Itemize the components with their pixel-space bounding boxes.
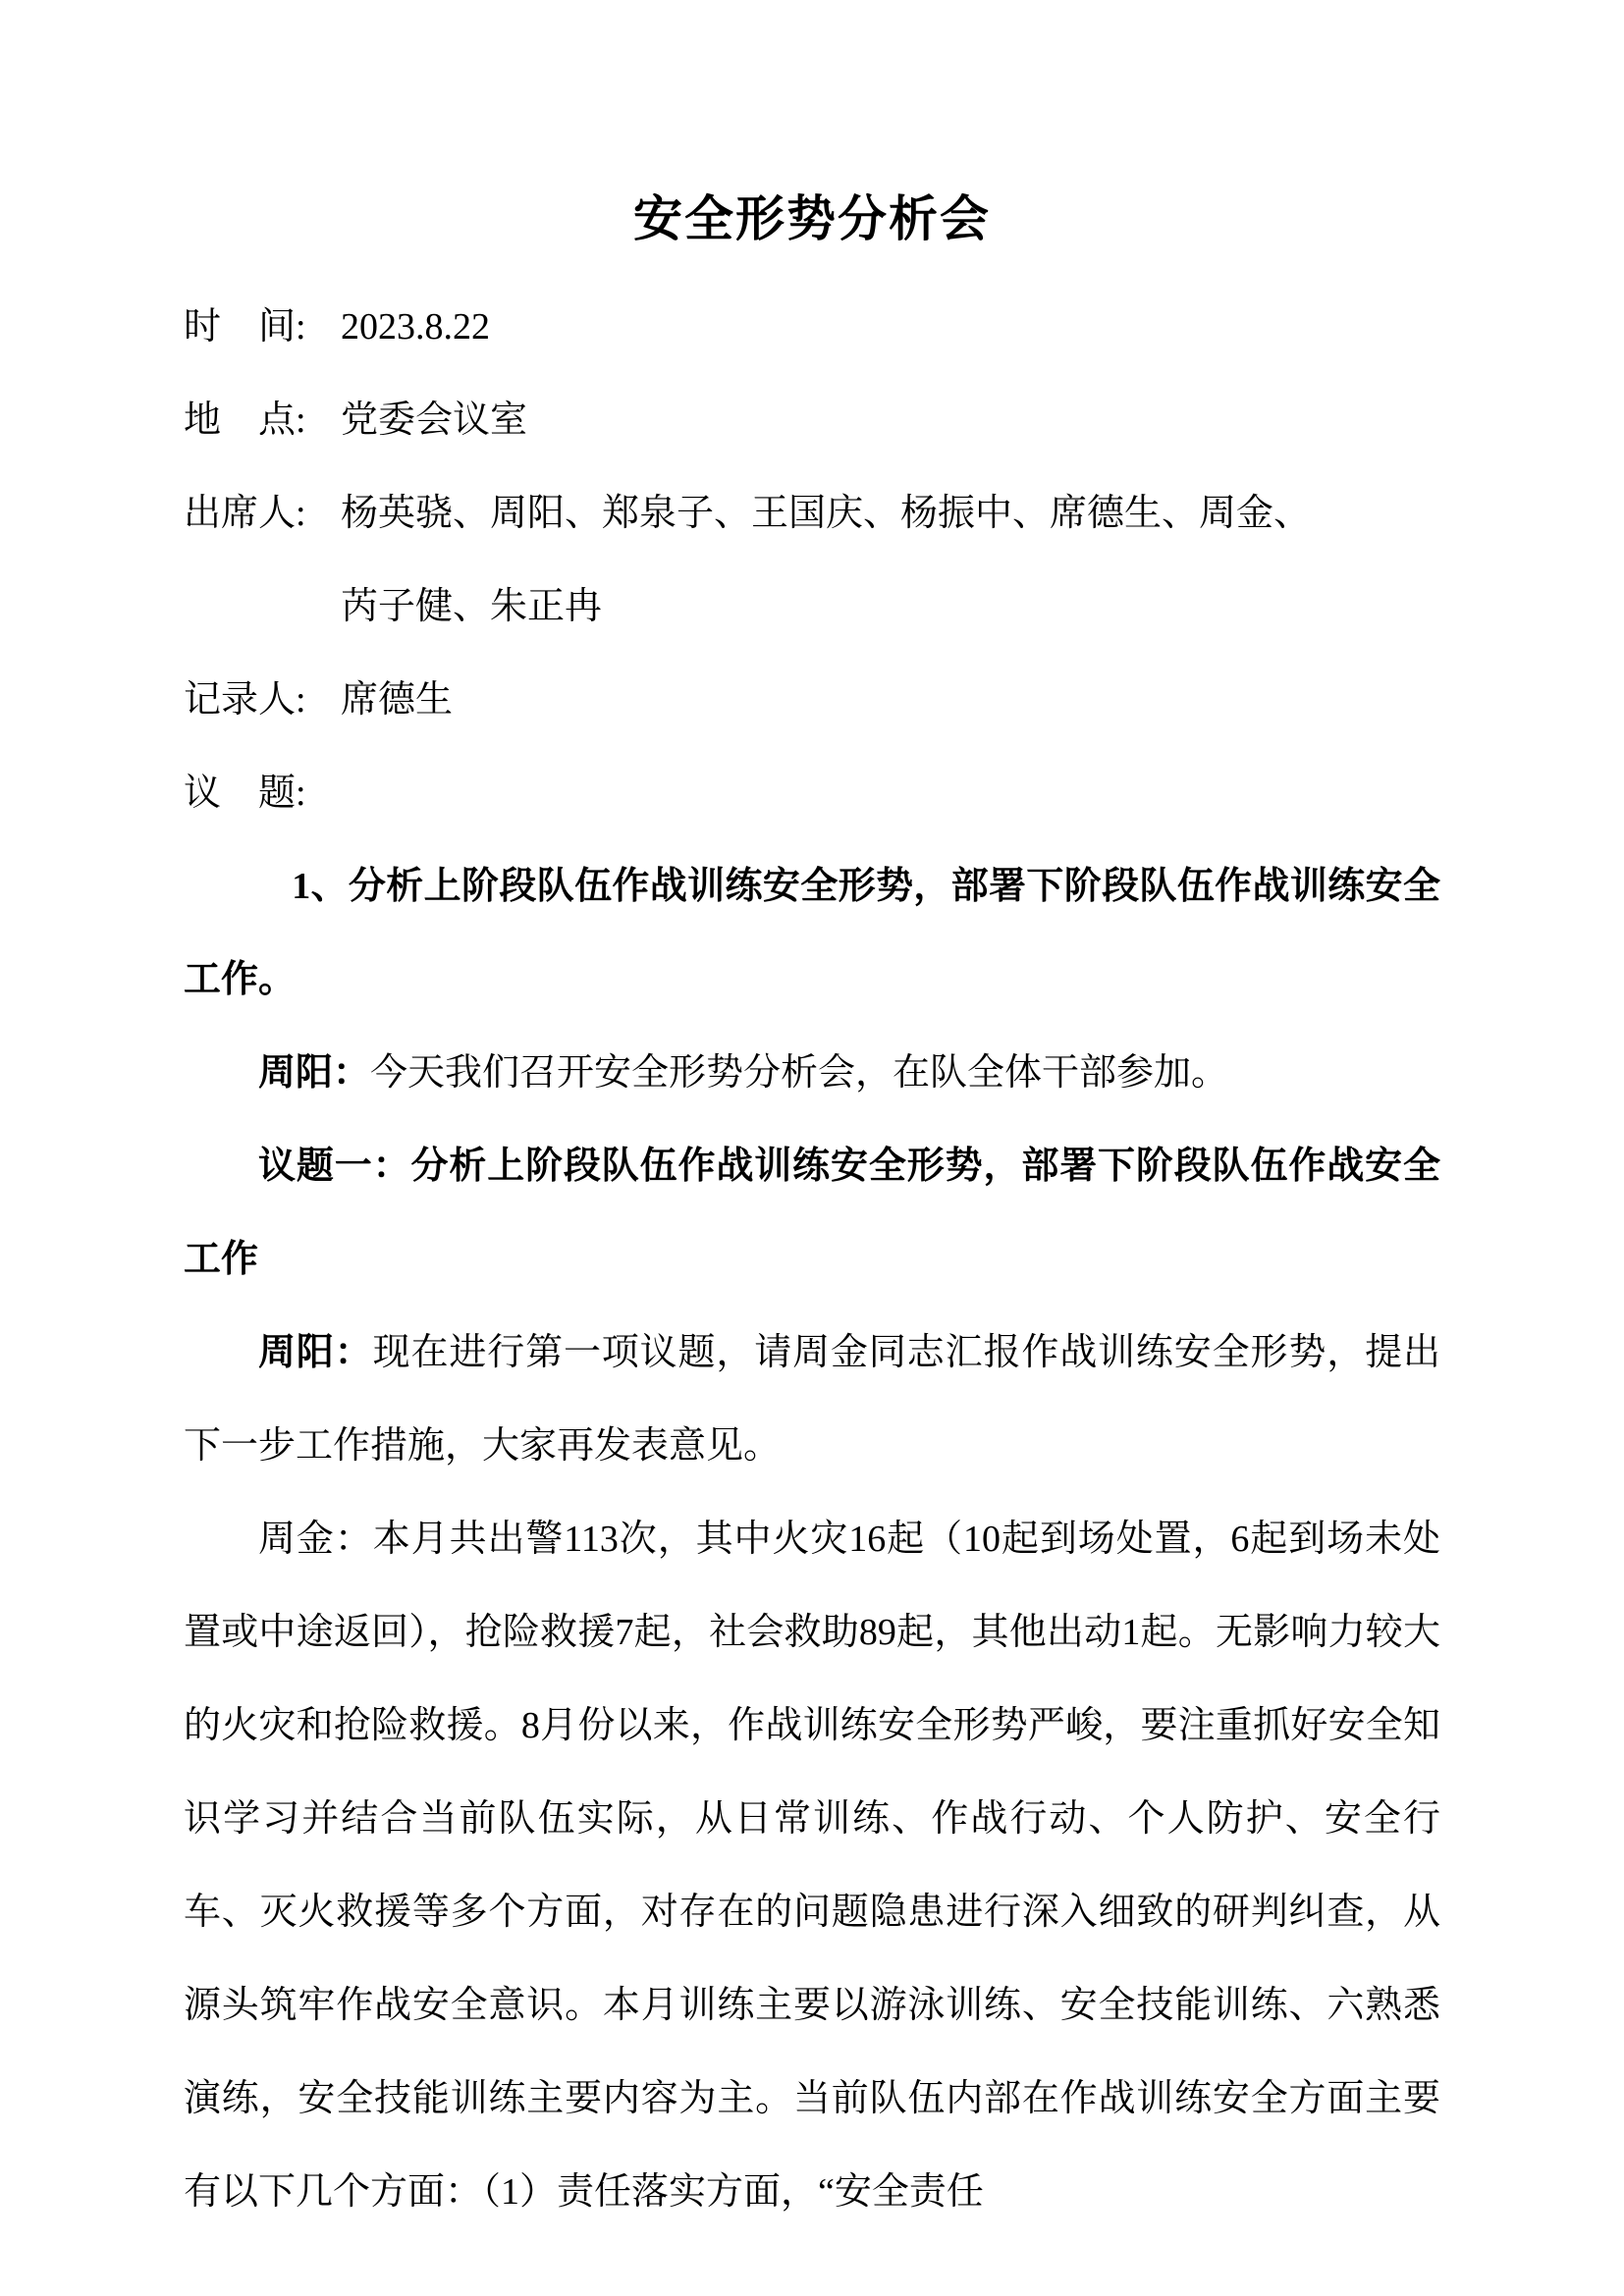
- paragraph-topic-one-heading: [184, 1120, 1440, 1307]
- meta-label-recorder: 记录人:: [184, 679, 306, 721]
- meta-label-topics: 议 题:: [184, 773, 306, 814]
- meta-section: [184, 281, 1440, 840]
- meta-row-recorder: [184, 654, 1440, 747]
- topic-one-heading-text: 议题一：分析上阶段队伍作战训练安全形势，部署下阶段队伍作战安全工作: [184, 1146, 1440, 1280]
- document-title: 安全形势分析会: [633, 191, 991, 246]
- meta-row-topics: [184, 747, 1440, 840]
- speech-text: 现在进行第一项议题，请周金同志汇报作战训练安全形势，提出下一步工作措施，大家再发表意见。: [184, 1332, 1440, 1467]
- speech-text: 周金：本月共出警113次，其中火灾16起（10起到场处置，6起到场未处置或中途返回），抢险救援7起，社会救助89起，其他出动1起。无影响力较大的火灾和抢险救援。8月份以来，作战训练安全形势严峻，要注重抓好安全知识学习并结合当前队伍实际，从日常训练、作战行动、个人防护、安全行车、灭火救援等多个方面，对存在的问题隐患进行深入细致的研判纠查，从源头筑牢作战安全意识。本月训练主要以游泳训练、安全技能训练、六熟悉演练，安全技能训练主要内容为主。当前队伍内部在作战训练安全方面主要有以下几个方面：（1）责任落实方面，“安全责任: [184, 1519, 1440, 2213]
- paragraph-speech-zhouyang-1: [184, 1027, 1440, 1120]
- meta-row-attendees: [184, 467, 1440, 654]
- attendees-line-2: 芮子健、朱正冉: [341, 586, 603, 627]
- meta-label-location: 地 点:: [184, 400, 306, 441]
- meta-value-attendees: [341, 467, 1440, 654]
- meta-label-time: 时 间:: [184, 306, 306, 347]
- agenda-item-1-text: 1、分析上阶段队伍作战训练安全形势，部署下阶段队伍作战训练安全工作。: [184, 866, 1440, 1000]
- meta-value-topics: [341, 747, 1440, 840]
- speech-text: 今天我们召开安全形势分析会，在队全体干部参加。: [370, 1052, 1229, 1094]
- attendees-line-1: 杨英骁、周阳、郑泉子、王国庆、杨振中、席德生、周金、: [341, 493, 1312, 534]
- speaker-name: 周阳：: [258, 1052, 371, 1094]
- meta-value-time: 2023.8.22: [341, 306, 490, 347]
- meta-row-time: [184, 281, 1440, 374]
- paragraph-speech-zhouyang-2: [184, 1307, 1440, 1493]
- meta-value-recorder: 席德生: [341, 679, 454, 721]
- meta-label-attendees: 出席人:: [184, 493, 306, 534]
- speaker-name: 周阳：: [258, 1332, 373, 1373]
- meta-value-location: 党委会议室: [341, 400, 528, 441]
- paragraph-agenda-item-1: [184, 840, 1440, 1027]
- meta-row-location: [184, 374, 1440, 467]
- paragraph-speech-zhoujin: [184, 1493, 1440, 2239]
